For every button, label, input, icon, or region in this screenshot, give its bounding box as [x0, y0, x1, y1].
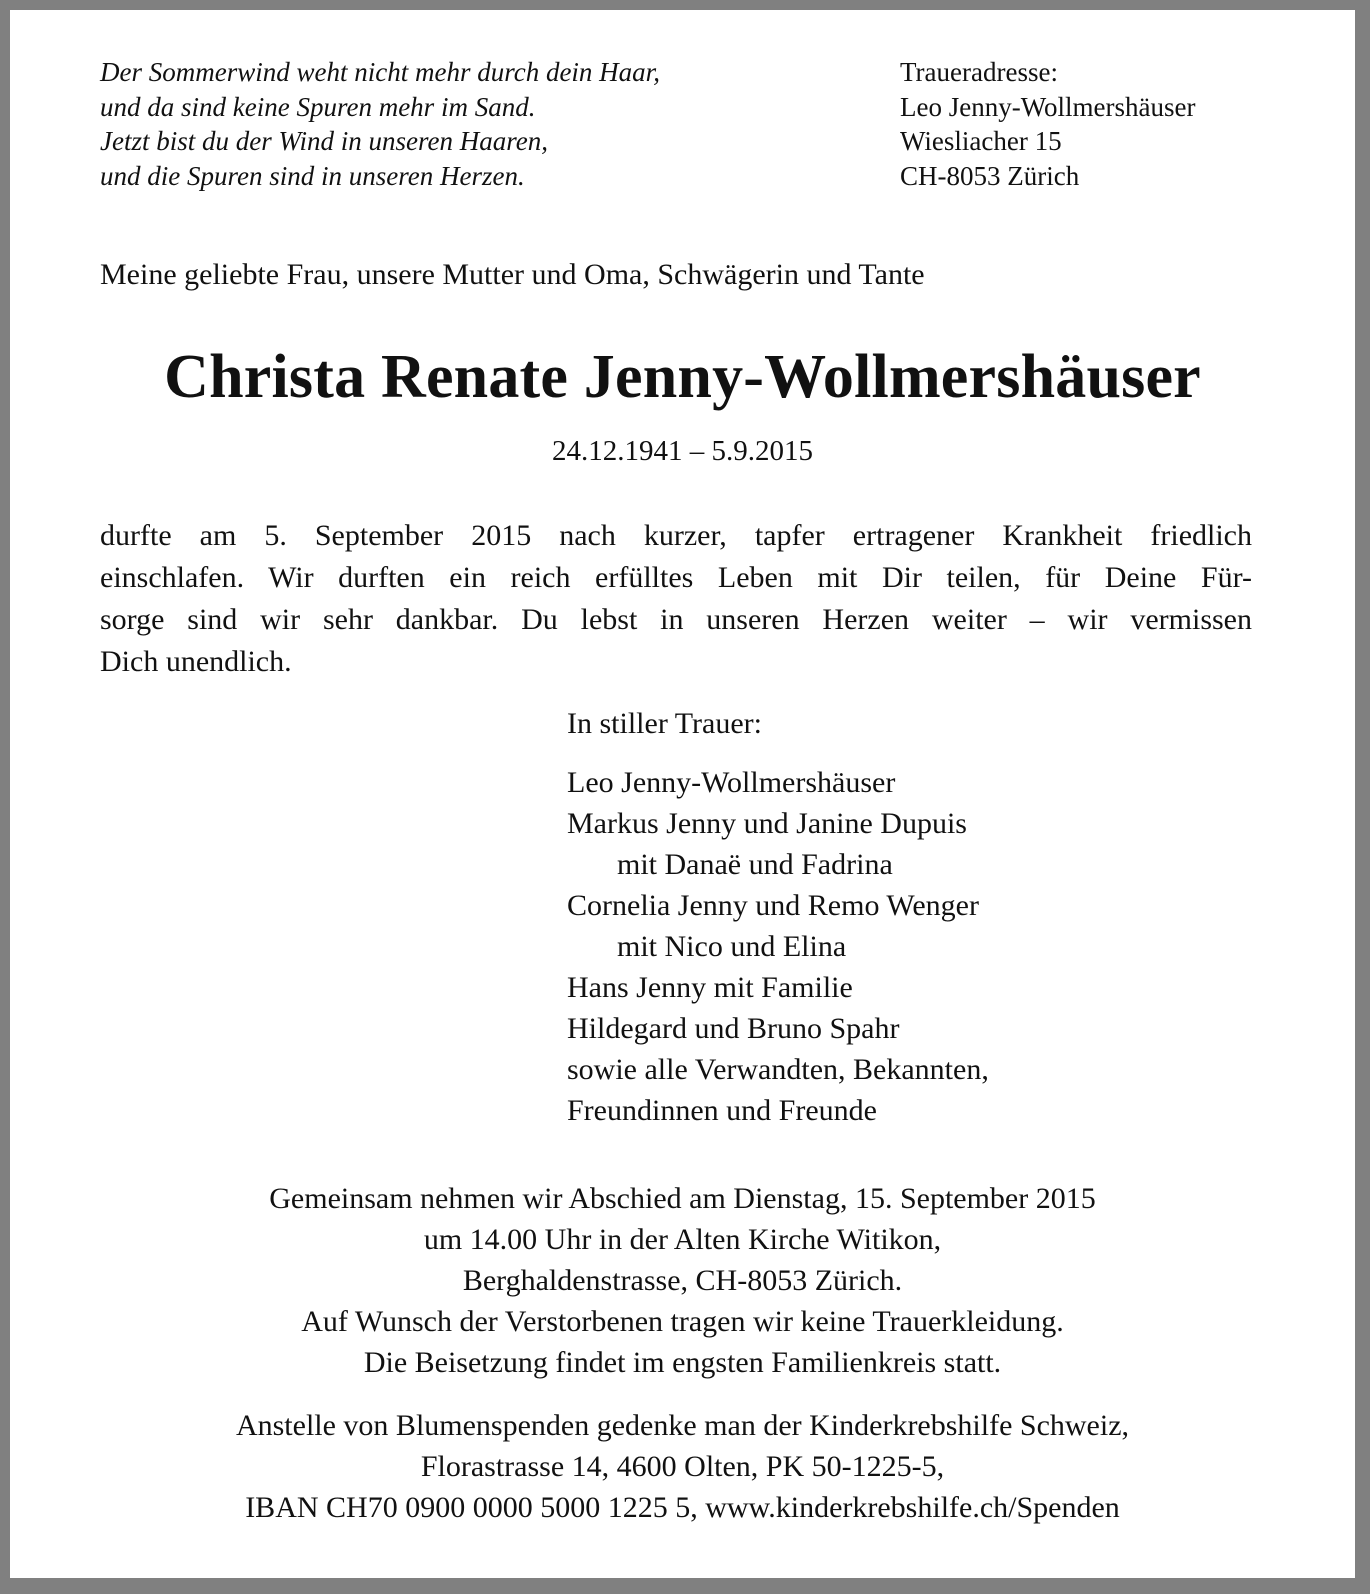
poem-line: und die Spuren sind in unseren Herzen. — [100, 160, 525, 191]
announcement-line: Dich unendlich. — [100, 645, 292, 678]
poem-line: Jetzt bist du der Wind in unseren Haaren, — [100, 126, 548, 157]
deceased-name: Christa Renate Jenny-Wollmershäuser — [164, 343, 1201, 411]
mourners-list — [567, 762, 989, 1131]
announcement-line: einschlafen. Wir durften ein reich erfülltes Leben mit Dir teilen, für Deine Für- — [100, 561, 1252, 594]
donation-line: Florastrasse 14, 4600 Olten, PK 50-1225-5, — [420, 1450, 945, 1483]
farewell-line: Die Beisetzung findet im engsten Familienkreis statt. — [363, 1346, 1002, 1379]
announcement-line: sorge sind wir sehr dankbar. Du lebst in unseren Herzen weiter – wir vermissen — [100, 603, 1252, 636]
mourner-entry: Freundinnen und Freunde — [567, 1094, 877, 1127]
mourner-entry: Cornelia Jenny und Remo Wenger — [567, 889, 979, 922]
farewell-line: um 14.00 Uhr in der Alten Kirche Witikon, — [423, 1223, 942, 1256]
address-heading: Traueradresse: — [900, 57, 1058, 87]
donation-line: IBAN CH70 0900 0000 5000 1225 5, www.kinderkrebshilfe.ch/Spenden — [245, 1491, 1120, 1524]
obituary-page — [10, 10, 1355, 1578]
farewell-line: Berghaldenstrasse, CH-8053 Zürich. — [462, 1264, 903, 1297]
donation-line: Anstelle von Blumenspenden gedenke man der Kinderkrebshilfe Schweiz, — [235, 1409, 1130, 1442]
mourner-entry: Leo Jenny-Wollmershäuser — [567, 766, 896, 799]
mourners-heading: In stiller Trauer: — [567, 707, 762, 740]
poem-line: Der Sommerwind weht nicht mehr durch dein Haar, — [100, 57, 660, 87]
mourner-entry: sowie alle Verwandten, Bekannten, — [567, 1053, 989, 1086]
mourner-entry: mit Danaë und Fadrina — [617, 848, 893, 881]
address-street: Wiesliacher 15 — [900, 126, 1062, 157]
farewell-line: Gemeinsam nehmen wir Abschied am Dienstag, 15. September 2015 — [269, 1182, 1096, 1215]
farewell-line: Auf Wunsch der Verstorbenen tragen wir keine Trauerkleidung. — [301, 1305, 1064, 1338]
donation-notice — [10, 1405, 1355, 1528]
poem-line: und da sind keine Spuren mehr im Sand. — [100, 91, 536, 122]
announcement-line: durfte am 5. September 2015 nach kurzer, tapfer ertragener Krankheit friedlich — [100, 519, 1252, 552]
farewell-details — [10, 1178, 1355, 1383]
mourner-entry: Hildegard und Bruno Spahr — [567, 1012, 900, 1045]
announcement-text — [100, 515, 1252, 683]
mourner-entry: Markus Jenny und Janine Dupuis — [567, 807, 967, 840]
address-name: Leo Jenny-Wollmershäuser — [900, 91, 1196, 122]
intro-text: Meine geliebte Frau, unsere Mutter und Oma, Schwägerin und Tante — [100, 258, 925, 291]
poem — [100, 55, 660, 193]
mourner-entry: Hans Jenny mit Familie — [567, 971, 853, 1004]
mourning-address — [900, 55, 1195, 193]
address-city: CH-8053 Zürich — [900, 160, 1080, 191]
life-dates: 24.12.1941 – 5.9.2015 — [552, 435, 813, 467]
mourner-entry: mit Nico und Elina — [617, 930, 847, 963]
